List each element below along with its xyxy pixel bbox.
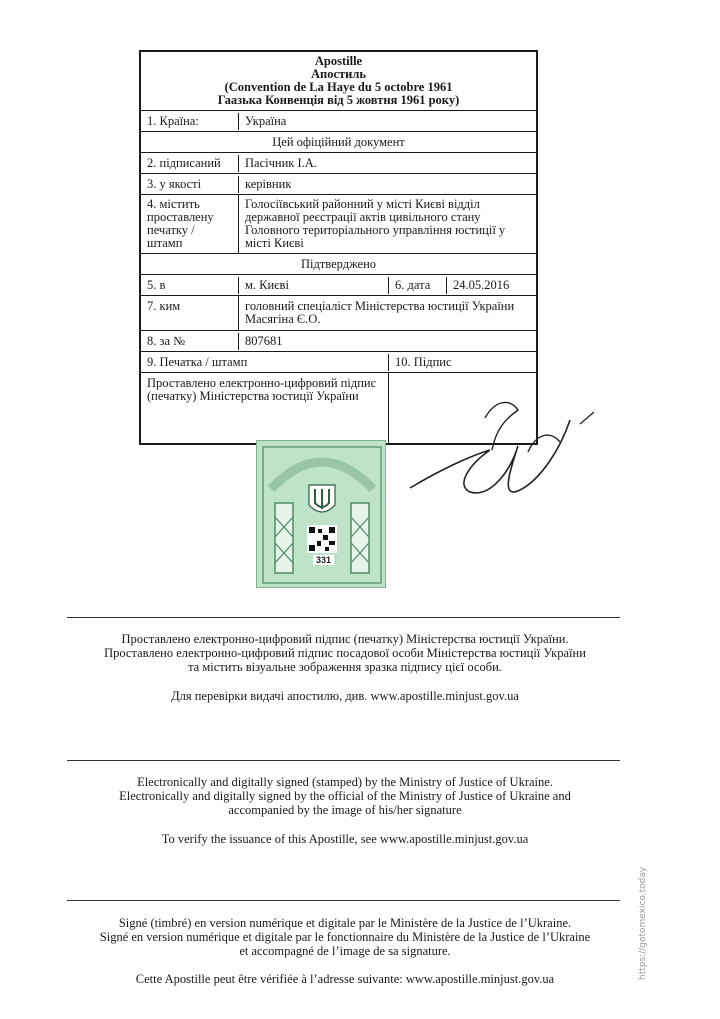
- row-capacity: [141, 174, 536, 195]
- number-value: 807681: [245, 333, 283, 348]
- divider-1: [67, 617, 620, 618]
- signature-scribble: [400, 390, 600, 520]
- signature-label: 10. Підпис: [395, 354, 452, 369]
- en-verify: To verify the issuance of this Apostille, see www.apostille.minjust.gov.ua: [161, 832, 529, 846]
- divider-2: [67, 760, 620, 761]
- by-value: головний спеціаліст Міністерства юстиції України Масягіна Є.О.: [245, 299, 515, 326]
- at-label: 5. в: [141, 277, 239, 294]
- row-number: [141, 331, 536, 352]
- stamp-number: 331: [313, 555, 334, 565]
- row-certified: [141, 254, 536, 275]
- apostille-header: [141, 52, 536, 111]
- fr-line-3: et accompagné de l’image de sa signature.: [239, 944, 451, 958]
- en-line-3: accompanied by the image of his/her signature: [228, 803, 462, 817]
- country-value: Україна: [245, 113, 287, 128]
- ukrainian-notice: [60, 632, 630, 674]
- country-label: 1. Країна:: [141, 113, 239, 130]
- ministry-stamp: [256, 440, 386, 588]
- fr-line-1: Signé (timbré) en version numérique et digitale par le Ministère de la Justice de l’Ukraine.: [118, 916, 572, 930]
- number-label: 8. за №: [141, 333, 239, 350]
- uk-line-1: Проставлено електронно-цифровий підпис (печатку) Міністерства юстиції України.: [121, 632, 569, 646]
- certified-text: Підтверджено: [300, 256, 377, 271]
- by-label: 7. ким: [141, 296, 239, 330]
- date-value: 24.05.2016: [453, 277, 510, 292]
- capacity-label: 3. у якості: [141, 176, 239, 193]
- uk-line-3: та містить візуальне зображення зразка підпису цієї особи.: [188, 660, 502, 674]
- convention-uk: Гаазька Конвенція від 5 жовтня 1961 року): [217, 93, 460, 107]
- row-country: [141, 111, 536, 132]
- date-label: 6. дата: [389, 277, 447, 294]
- at-value: м. Києві: [239, 277, 389, 294]
- row-seal: [141, 195, 536, 254]
- seal-label: 4. містить проставлену печатку / штамп: [141, 195, 239, 253]
- uk-verify: Для перевірки видачі апостилю, див. www.apostille.minjust.gov.ua: [171, 689, 519, 703]
- divider-3: [67, 900, 620, 901]
- row-signed: [141, 153, 536, 174]
- stamp-text: Проставлено електронно-цифровий підпис (печатку) Міністерства юстиції України: [141, 373, 389, 443]
- signed-label: 2. підписаний: [141, 155, 239, 172]
- row-stamp-signature-labels: [141, 352, 536, 373]
- english-notice: [60, 775, 630, 817]
- stamp-graphic: [257, 441, 387, 589]
- title-en: Apostille: [314, 54, 363, 68]
- convention-fr: (Convention de La Haye du 5 octobre 1961: [224, 80, 453, 94]
- capacity-value: керівник: [245, 176, 292, 191]
- public-document-text: Цей офіційний документ: [272, 134, 405, 149]
- apostille-table: [139, 50, 538, 445]
- uk-line-2: Проставлено електронно-цифровий підпис посадової особи Міністерства юстиції України: [104, 646, 586, 660]
- fr-verify: Cette Apostille peut être vérifiée à l’adresse suivante: www.apostille.minjust.gov.ua: [135, 972, 555, 986]
- row-by: [141, 296, 536, 331]
- en-line-2: Electronically and digitally signed by the official of the Ministry of Justice of Ukraine and: [119, 789, 571, 803]
- watermark: https://gotomexico.today: [638, 866, 648, 980]
- row-public-document: [141, 132, 536, 153]
- fr-line-2: Signé en version numérique et digitale par le fonctionnaire du Ministère de la Justice de l’Ukraine: [99, 930, 591, 944]
- seal-value: Голосіївський районний у місті Києві відділ державної реєстрації актів цивільного стану Головного територіального управління юстиції у місті Києві: [245, 197, 506, 250]
- french-notice: [60, 916, 630, 958]
- signed-value: Пасічник І.А.: [245, 155, 317, 170]
- stamp-label: 9. Печатка / штамп: [141, 354, 389, 371]
- row-place-date: [141, 275, 536, 296]
- title-uk: Апостиль: [311, 67, 366, 81]
- en-line-1: Electronically and digitally signed (stamped) by the Ministry of Justice of Ukraine.: [137, 775, 553, 789]
